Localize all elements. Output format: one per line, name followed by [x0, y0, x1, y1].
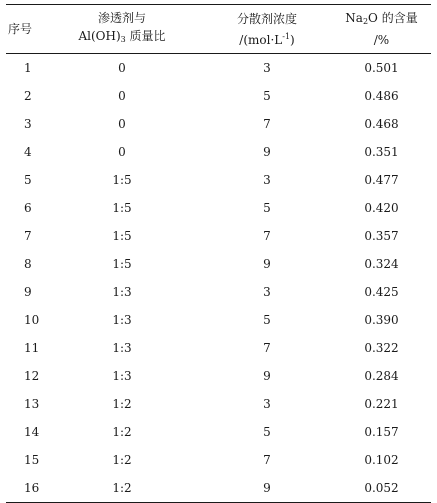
- cell-ratio: 1:3: [112, 341, 132, 355]
- table-row: [6, 110, 431, 138]
- table-row: [6, 418, 431, 446]
- cell-na2o: 0.284: [364, 369, 399, 383]
- table-row: [6, 82, 431, 110]
- cell-na2o: 0.324: [364, 257, 399, 271]
- header-ratio-subscript: 3: [120, 35, 126, 44]
- header-na2o-formula: Na: [345, 11, 363, 25]
- cell-serial-number: 15: [24, 453, 40, 467]
- cell-concentration: 3: [263, 173, 271, 187]
- cell-na2o: 0.102: [364, 453, 399, 467]
- header-na2o-subscript: 2: [362, 17, 369, 26]
- header-serial-number-text: 序号: [8, 22, 33, 36]
- cell-serial-number: 11: [24, 341, 40, 355]
- cell-na2o: 0.501: [364, 61, 399, 75]
- cell-na2o: 0.425: [364, 285, 399, 299]
- cell-concentration: 3: [263, 61, 271, 75]
- cell-ratio: 0: [118, 117, 126, 131]
- table-header: [6, 5, 431, 54]
- cell-concentration: 9: [263, 369, 271, 383]
- table-row: [6, 166, 431, 194]
- cell-concentration: 7: [263, 229, 271, 243]
- table-row: [6, 250, 431, 278]
- table-row: [6, 390, 431, 418]
- cell-concentration: 5: [263, 313, 271, 327]
- table-row: [6, 306, 431, 334]
- cell-na2o: 0.477: [364, 173, 399, 187]
- cell-serial-number: 10: [24, 313, 40, 327]
- cell-na2o: 0.390: [364, 313, 399, 327]
- cell-serial-number: 13: [24, 397, 40, 411]
- header-concentration-line2: [202, 28, 332, 49]
- cell-ratio: 1:5: [112, 229, 132, 243]
- header-na2o-line2: /%: [373, 33, 390, 47]
- cell-serial-number: 8: [24, 257, 32, 271]
- cell-concentration: 7: [263, 117, 271, 131]
- cell-concentration: 5: [263, 89, 271, 103]
- cell-na2o: 0.357: [364, 229, 399, 243]
- table-row: [6, 194, 431, 222]
- cell-ratio: 0: [118, 89, 126, 103]
- cell-concentration: 7: [263, 341, 271, 355]
- cell-na2o: 0.468: [364, 117, 399, 131]
- cell-na2o: 0.486: [364, 89, 399, 103]
- header-ratio-suffix: 质量比: [125, 29, 166, 43]
- table-row: [6, 446, 431, 474]
- header-concentration-superscript: -1: [282, 31, 291, 41]
- header-concentration: [202, 5, 332, 54]
- table-row: [6, 138, 431, 166]
- header-na2o-content: [332, 5, 431, 54]
- cell-na2o: 0.221: [364, 397, 399, 411]
- cell-na2o: 0.052: [332, 474, 431, 503]
- cell-serial-number: 7: [24, 229, 32, 243]
- header-ratio: [42, 5, 202, 54]
- cell-serial-number: 1: [24, 61, 32, 75]
- cell-serial-number: 5: [24, 173, 32, 187]
- header-concentration-line1: 分散剂浓度: [236, 11, 297, 26]
- cell-ratio: 1:2: [112, 453, 132, 467]
- cell-ratio: 1:3: [112, 369, 132, 383]
- cell-ratio: 0: [118, 61, 126, 75]
- header-ratio-line1: 渗透剂与: [97, 11, 146, 25]
- header-concentration-close: ): [290, 32, 295, 47]
- cell-ratio: 0: [118, 145, 126, 159]
- cell-serial-number: 9: [24, 285, 32, 299]
- cell-ratio: 1:5: [112, 257, 132, 271]
- experiment-results-table: [6, 4, 431, 503]
- table-row: [6, 362, 431, 390]
- cell-serial-number: 4: [24, 145, 32, 159]
- header-concentration-unit: /(mol·L: [239, 32, 283, 47]
- cell-na2o: 0.322: [364, 341, 399, 355]
- header-na2o-line1: [332, 9, 431, 31]
- cell-concentration: 3: [263, 285, 271, 299]
- cell-ratio: 1:2: [112, 425, 132, 439]
- cell-ratio: 1:2: [42, 474, 202, 503]
- cell-na2o: 0.351: [364, 145, 399, 159]
- table-row: [6, 54, 431, 83]
- cell-concentration: 9: [263, 145, 271, 159]
- table-row: [6, 222, 431, 250]
- cell-concentration: 5: [263, 425, 271, 439]
- header-ratio-formula: Al(OH): [78, 29, 121, 43]
- header-row: [6, 5, 431, 54]
- cell-ratio: 1:5: [112, 201, 132, 215]
- cell-ratio: 1:5: [112, 173, 132, 187]
- cell-serial-number: 16: [6, 474, 42, 503]
- cell-serial-number: 6: [24, 201, 32, 215]
- cell-na2o: 0.157: [364, 425, 399, 439]
- cell-serial-number: 3: [24, 117, 32, 131]
- cell-serial-number: 2: [24, 89, 32, 103]
- table-row: [6, 334, 431, 362]
- cell-concentration: 7: [263, 453, 271, 467]
- table-row: [6, 278, 431, 306]
- cell-concentration: 3: [263, 397, 271, 411]
- header-ratio-line2: [42, 27, 202, 49]
- table-body: [6, 54, 431, 503]
- header-serial-number: [6, 5, 42, 54]
- cell-serial-number: 12: [24, 369, 40, 383]
- cell-serial-number: 14: [24, 425, 40, 439]
- cell-concentration: 5: [263, 201, 271, 215]
- cell-concentration: 9: [202, 474, 332, 503]
- cell-ratio: 1:3: [112, 313, 132, 327]
- cell-ratio: 1:3: [112, 285, 132, 299]
- cell-na2o: 0.420: [364, 201, 399, 215]
- table-row: [6, 474, 431, 503]
- cell-ratio: 1:2: [112, 397, 132, 411]
- cell-concentration: 9: [263, 257, 271, 271]
- header-na2o-suffix: O 的含量: [368, 11, 418, 25]
